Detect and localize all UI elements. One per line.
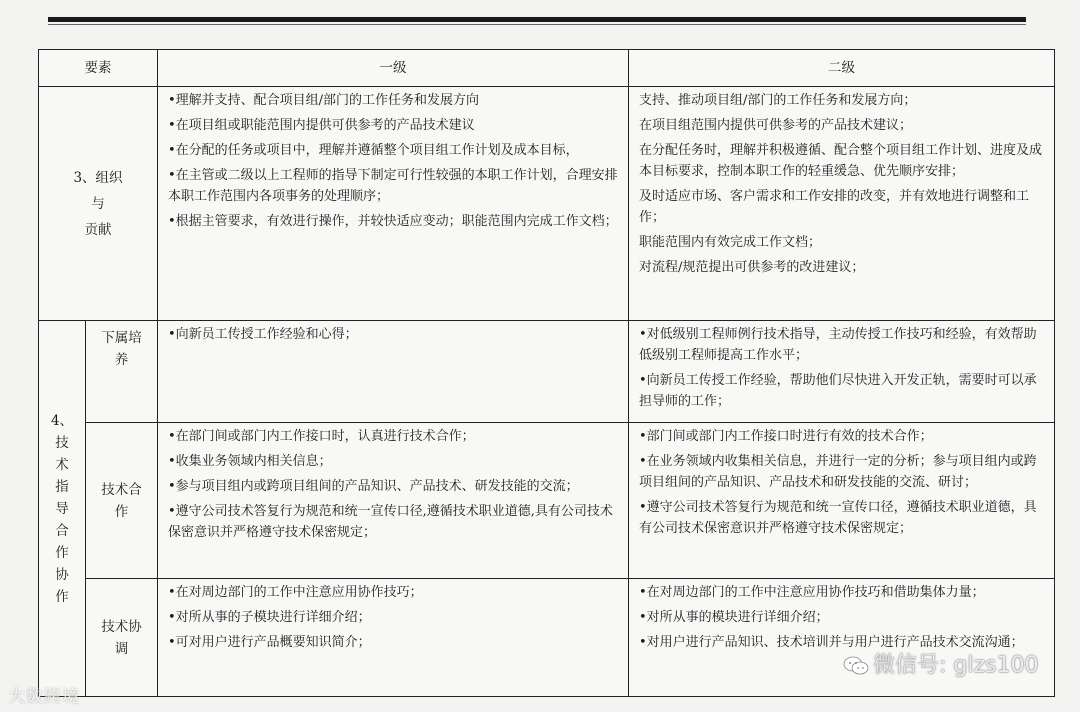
list-item: •对所从事的模块进行详细介绍；	[639, 610, 829, 625]
organization-level2	[629, 87, 1055, 321]
watermark-right-text: 微信号: glzs100	[873, 653, 1039, 678]
list-item: •在业务领域内收集相关信息，并进行一定的分析；参与项目组内或跨项目组间的产品知识、产品技术和研发技能的交流、研讨；	[639, 454, 1037, 490]
sub-label-tech-cooperation: 技术合 作	[86, 423, 158, 579]
list-item: •在对周边部门的工作中注意应用协作技巧和借助集体力量；	[639, 585, 985, 600]
list-item: •遵守公司技术答复行为规范和统一宣传口径,遵循技术职业道德,具有公司技术保密意识并严格遵守技术保密规定；	[168, 504, 613, 540]
list-item: •遵守公司技术答复行为规范和统一宣传口径，遵循技术职业道德，具有公司技术保密意识并严格遵守技术保密规定；	[639, 500, 1037, 536]
list-item: •在部门间或部门内工作接口时，认真进行技术合作；	[168, 429, 475, 444]
sub-label-subordinate-training: 下属培 养	[86, 321, 158, 423]
header-level2: 二级	[629, 50, 1055, 87]
list-item: •在项目组或职能范围内提供可供参考的产品技术建议	[168, 118, 475, 133]
list-item: •在分配的任务或项目中，理解并遵循整个项目组工作计划及成本目标，	[168, 143, 579, 158]
list-item: •对所从事的子模块进行详细介绍；	[168, 610, 371, 625]
watermark-left-text: 大数跨境	[8, 687, 80, 707]
list-item: 对流程/规范提出可供参考的改进建议；	[639, 260, 865, 275]
header-element: 要素	[39, 50, 158, 87]
list-item: •在对周边部门的工作中注意应用协作技巧；	[168, 585, 423, 600]
list-item: 在项目组范围内提供可供参考的产品技术建议；	[639, 118, 913, 133]
row-subordinate-training	[39, 321, 1055, 423]
header-row	[39, 50, 1055, 87]
row-label-organization: 3、组织 与 贡献	[39, 87, 158, 321]
list-item: •收集业务领域内相关信息；	[168, 454, 332, 469]
top-rule	[48, 17, 1026, 22]
list-item: •参与项目组内或跨项目组间的产品知识、产品技术、研发技能的交流；	[168, 479, 579, 494]
header-level1: 一级	[158, 50, 629, 87]
sub-label-tech-coordination: 技术协 调	[86, 579, 158, 697]
watermark-right	[843, 648, 1038, 679]
list-item: 职能范围内有效完成工作文档；	[639, 235, 822, 250]
row-label-tech-guidance: 4、 技 术 指 导 合 作 协 作	[39, 321, 86, 697]
list-item: •向新员工传授工作经验和心得；	[168, 327, 358, 342]
row-organization	[39, 87, 1055, 321]
training-level2	[629, 321, 1055, 423]
row-tech-cooperation	[39, 423, 1055, 579]
list-item: •根据主管要求，有效进行操作，并较快适应变动；职能范围内完成工作文档；	[168, 214, 618, 229]
list-item: •对用户进行产品知识、技术培训并与用户进行产品技术交流沟通；	[639, 635, 1024, 650]
list-item: •部门间或部门内工作接口时进行有效的技术合作；	[639, 429, 933, 444]
list-item: •向新员工传授工作经验，帮助他们尽快进入开发正轨，需要时可以承担导师的工作；	[639, 373, 1037, 409]
wechat-icon	[843, 655, 869, 677]
list-item: 在分配任务时，理解并积极遵循、配合整个项目组工作计划、进度及成本目标要求，控制本职工作的轻重缓急、优先顺序安排；	[639, 143, 1043, 179]
list-item: •可对用户进行产品概要知识简介；	[168, 635, 371, 650]
list-item: •理解并支持、配合项目组/部门的工作任务和发展方向	[168, 93, 480, 108]
list-item: •对低级别工程师例行技术指导，主动传授工作技巧和经验，有效帮助低级别工程师提高工作水平；	[639, 327, 1037, 363]
coordination-level1	[158, 579, 629, 697]
training-level1	[158, 321, 629, 423]
organization-level1	[158, 87, 629, 321]
top-rule-thin	[48, 24, 1026, 25]
cooperation-level2	[629, 423, 1055, 579]
cooperation-level1	[158, 423, 629, 579]
watermark-left	[8, 682, 80, 707]
competency-table	[38, 49, 1055, 697]
list-item: •在主管或二级以上工程师的指导下制定可行性较强的本职工作计划，合理安排本职工作范围内各项事务的处理顺序；	[168, 168, 618, 204]
list-item: 及时适应市场、客户需求和工作安排的改变，并有效地进行调整和工作；	[639, 189, 1030, 225]
list-item: 支持、推动项目组/部门的工作任务和发展方向；	[639, 93, 917, 108]
